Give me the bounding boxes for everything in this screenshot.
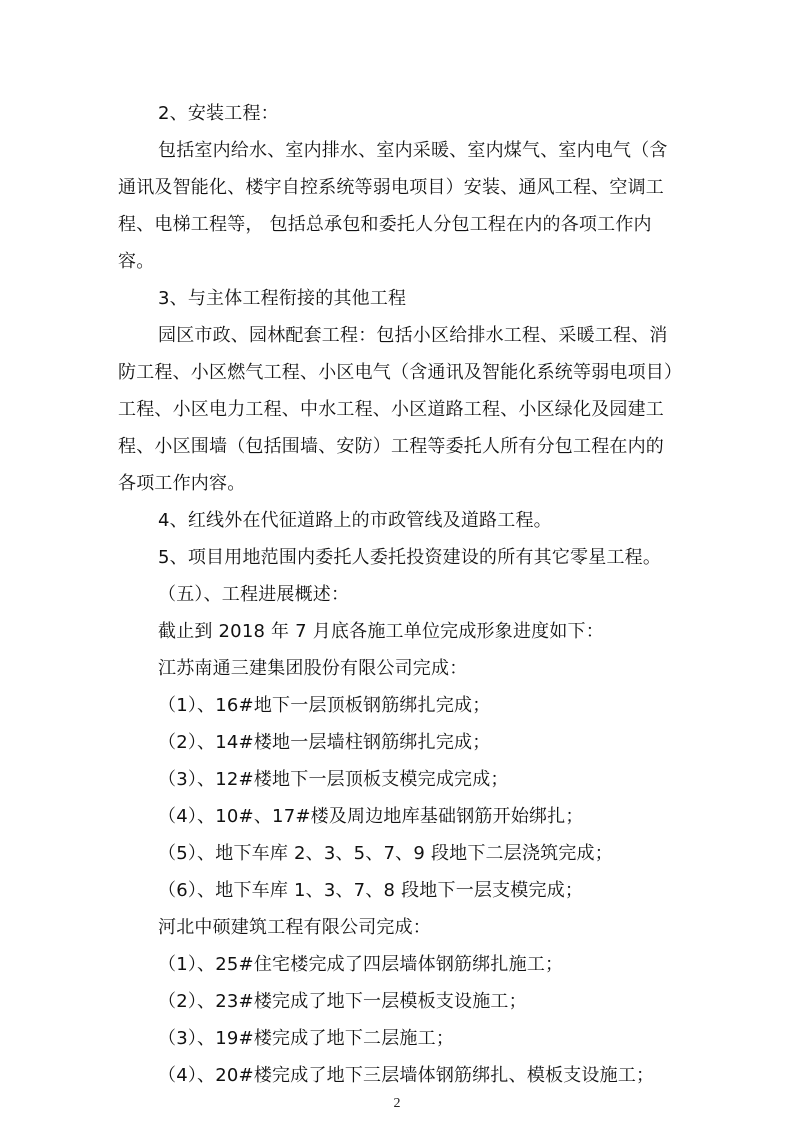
progress-item: （6）、地下车库 1、3、7、8 段地下一层支模完成； (158, 880, 584, 901)
contractor-heading: 河北中硕建筑工程有限公司完成： (158, 917, 431, 938)
paragraph-line: 程、小区围墙（包括围墙、安防）工程等委托人所有分包工程在内的 (118, 436, 664, 457)
progress-item: （3）、12#楼地下一层顶板支模完成完成； (158, 769, 509, 790)
paragraph-line: 程、电梯工程等， 包括总承包和委托人分包工程在内的各项工作内 (118, 214, 652, 235)
paragraph-line: 容。 (118, 251, 155, 272)
paragraph-line: 各项工作内容。 (118, 473, 246, 494)
progress-item: （4）、20#楼完成了地下三层墙体钢筋绑扎、模板支设施工； (158, 1065, 655, 1086)
progress-item: （2）、23#楼完成了地下一层模板支设施工； (158, 991, 527, 1012)
progress-item: （1）、25#住宅楼完成了四层墙体钢筋绑扎施工； (158, 954, 564, 975)
paragraph-line: 通讯及智能化、楼宇自控系统等弱电项目）安装、通风工程、空调工 (118, 177, 664, 198)
paragraph-line: 包括室内给水、室内排水、室内采暖、室内煤气、室内电气（含 (158, 140, 668, 161)
section-heading-progress: （五）、工程进展概述： (158, 584, 350, 605)
section-heading-related-works: 3、与主体工程衔接的其他工程 (158, 288, 407, 309)
progress-item: （5）、地下车库 2、3、5、7、9 段地下二层浇筑完成； (158, 843, 613, 864)
progress-item: （3）、19#楼完成了地下二层施工； (158, 1028, 455, 1049)
progress-item: （2）、14#楼地一层墙柱钢筋绑扎完成； (158, 732, 491, 753)
contractor-heading: 江苏南通三建集团股份有限公司完成： (158, 658, 468, 679)
paragraph-line: 工程、小区电力工程、中水工程、小区道路工程、小区绿化及园建工 (118, 399, 664, 420)
page-number: 2 (393, 1096, 401, 1111)
list-item: 4、红线外在代征道路上的市政管线及道路工程。 (158, 510, 552, 531)
paragraph-line: 防工程、小区燃气工程、小区电气（含通讯及智能化系统等弱电项目） (118, 362, 683, 383)
progress-item: （1）、16#地下一层顶板钢筋绑扎完成； (158, 695, 491, 716)
paragraph-line: 园区市政、园林配套工程：包括小区给排水工程、采暖工程、消 (158, 325, 668, 346)
progress-item: （4）、10#、17#楼及周边地库基础钢筋开始绑扎； (158, 806, 584, 827)
list-item: 5、项目用地范围内委托人委托投资建设的所有其它零星工程。 (158, 547, 662, 568)
paragraph-line: 截止到 2018 年 7 月底各施工单位完成形象进度如下： (158, 621, 604, 642)
section-heading-installation: 2、安装工程： (158, 103, 279, 124)
